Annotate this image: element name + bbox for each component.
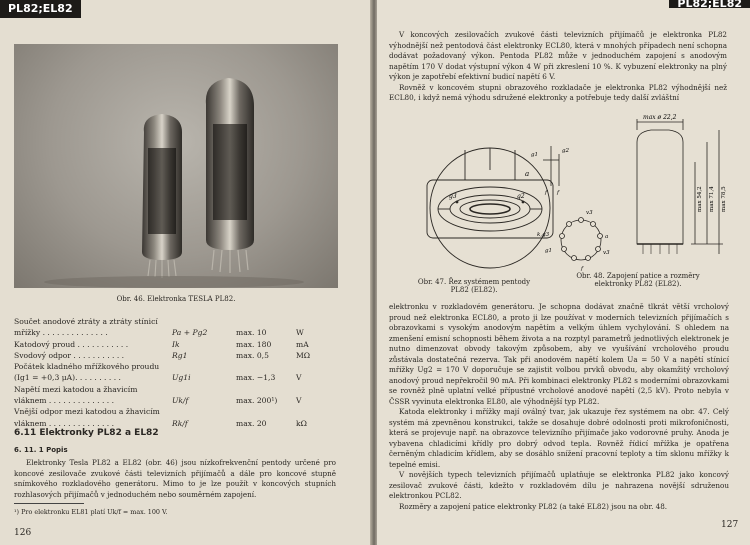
description-paragraph: Elektronky Tesla PL82 a EL82 (obr. 46) jsou nízkofrekvenční pentody určené pro koncové zesilovače zvukové části televizních přijímačů a dále pro koncové stupně snímkového rozkladového generátoru. Mimo to je lze použít v koncových stupních rozhlasových přijímačů v jednoduchém nebo souměrném zapojení. [14,458,336,499]
intro-paragraph: V koncových zesilovačích zvukové části televizních přijímačů je elektronka PL82 výhodnější než pentodová část elektronky ECL80, která v mnohých případech není schopna dodávat požadovaný výkon. Pentoda PL82 může v jednoduchém zapojení s anodovým napětím 170 V dodat výstupní výkon 4 W při zkreslení 10 %. K vybuzení elektronky na plný výkon je zapotřebí efektivní budicí napětí 6 V. Rovněž v koncovém stupni obrazového rozkladače je elektronka PL82 výhodnější než ECL80, i když nemá výhodu sdružené elektronky a potřebuje tedy další zvláštní [389,30,727,102]
tube-dimensions-diagram [615,112,737,258]
spec-row: Součet anodové ztráty a ztráty stínicí [14,317,158,326]
label-g1: g1 [531,152,539,158]
electrode-leads-diagram [529,140,599,200]
label-g3: g3 [449,193,457,200]
spec-row: Vnější odpor mezi katodou a žhavicím [14,407,160,417]
running-header: PL82;EL82 [0,0,81,18]
subsection-title: 6. 11. 1 Popis [14,446,68,454]
spec-row: Svodový odpor . . . . . . . . . . . Rg1 max. 0,5 MΩ [14,350,311,360]
pin-kg3-label: k,g3 [537,232,550,238]
label-f1: f [545,190,548,196]
vacuum-tubes-image [14,44,338,288]
figure-48-caption: Obr. 48. Zapojení patice a rozměry elektronky PL82 (EL82). [576,272,700,288]
spec-row: vláknem . . . . . . . . . . . . . . Rk/f max. 20 kΩ [14,418,307,428]
right-page [377,0,750,545]
left-page [0,0,372,545]
spec-row: mřížky . . . . . . . . . . . . . . Pa + Pg2 max. 10 W [14,328,304,338]
label-a: a [525,170,530,178]
figure-47-caption: Obr. 47. Řez systémem pentody PL82 (EL82). [417,278,531,294]
pin-v3b-label: v3 [603,250,610,256]
label-g2: g2 [517,193,525,200]
page-number: 127 [721,520,739,530]
section-title: 6.11 Elektronky PL82 a EL82 [14,428,159,438]
label-f2: f [557,190,560,196]
spec-row: Napětí mezi katodou a žhavicím [14,384,138,394]
footnote-rule [14,503,84,504]
pin-v3-label: v3 [586,210,593,216]
body-text: elektronku v rozkladovém generátoru. Je schopna dodávat značně tlkrát větší vrcholový proud než elektronka ECL80, a proto ji lze používat v moderních televizních přijímačích s obrazovkami s vysokým anodovým napětím a velkým úhlem vychylování. S ohledem na zmenšení emisní schopnosti během života a na rozptyl parametrů jednotlivých elektronek je nutno dimenzovat obvody takovým způsobem, aby ve vyušívání vrcholového proudu zůstávala dostatečná rezerva. Tak při anodovém napětí kolem Ua = 50 V a napětí stínicí mřížky Ug2 = 170 V doporučuje se zajistit volbou prvků obvodu, aby okamžitý vrcholový anodový proud nepřekročil 90 mA. Při kombinaci elektronky PL82 s moderními obrazovkami se rovněž plně uplatní velké přípustné vrcholové anodové napětí (2,5 kV). Proto nebyla v ČSSR vyvinuta elektronka EL80, ale výhodnější typ PL82. Katoda elektronky i mřížky mají oválný tvar, jak ukazuje řez systémem na obr. 47. Celý systém má zpevněnou konstrukci, takže se dosahuje dobré odolnosti proti mikrofoničnosti, která se projevuje např. na obrazovce televizního přijímače jako vodorovné pruhy. Anoda je vybavena chladicími křídly pro dobrý odvod tepla. Rovněž řídicí mřížka je opatřena černěným chladicím křídlem, aby se dosáhlo snížení pracovní teploty a tím sklonu mřížky k tepelné emisi. V novějších typech televizních přijímačů uplatňuje se elektronka PL82 jako koncový zesilovač zvukové části, kdežto v rozkladovém dílu je nahrazena novější sdruženou elektronkou PCL82. Rozměry a zapojení patice elektronky PL82 (a také EL82) jsou na obr. 48. [389,302,729,511]
footnote: ¹) Pro elektronku EL81 platí Uk/f = max. 100 V. [14,508,168,516]
spec-row: (Ig1 = +0,3 μA). . . . . . . . . . Ug1i max. −1,3 V [14,373,302,383]
figure-48 [615,112,737,258]
tube-photo [14,44,338,288]
running-header: PL82;EL82 [669,0,750,8]
spec-row: Katodový proud . . . . . . . . . . . Ik max. 180 mA [14,339,309,349]
photo-caption: Obr. 46. Elektronka TESLA PL82. [116,295,236,303]
dim-3-label: max 78,5 [721,186,727,212]
pin-connection-diagram [537,206,623,272]
label-g2-lead: g2 [562,148,570,154]
spec-row: Počátek kladného mřížkového proudu [14,362,160,372]
pin-f-label: f [581,266,584,272]
spec-row: vláknem . . . . . . . . . . . . . . Uk/f max. 200¹) V [14,396,302,406]
page-number: 126 [14,528,32,538]
pin-g1-label: g1 [545,248,553,254]
pin-a-label: a [605,234,609,240]
spec-table [14,316,334,429]
dim-1-label: max 54,2 [697,186,703,212]
figure-47-leads [529,140,599,200]
dim-2-label: max 71,4 [709,186,715,212]
max-diameter-label: max ø 22,2 [643,114,677,121]
base-pinout [537,206,623,272]
